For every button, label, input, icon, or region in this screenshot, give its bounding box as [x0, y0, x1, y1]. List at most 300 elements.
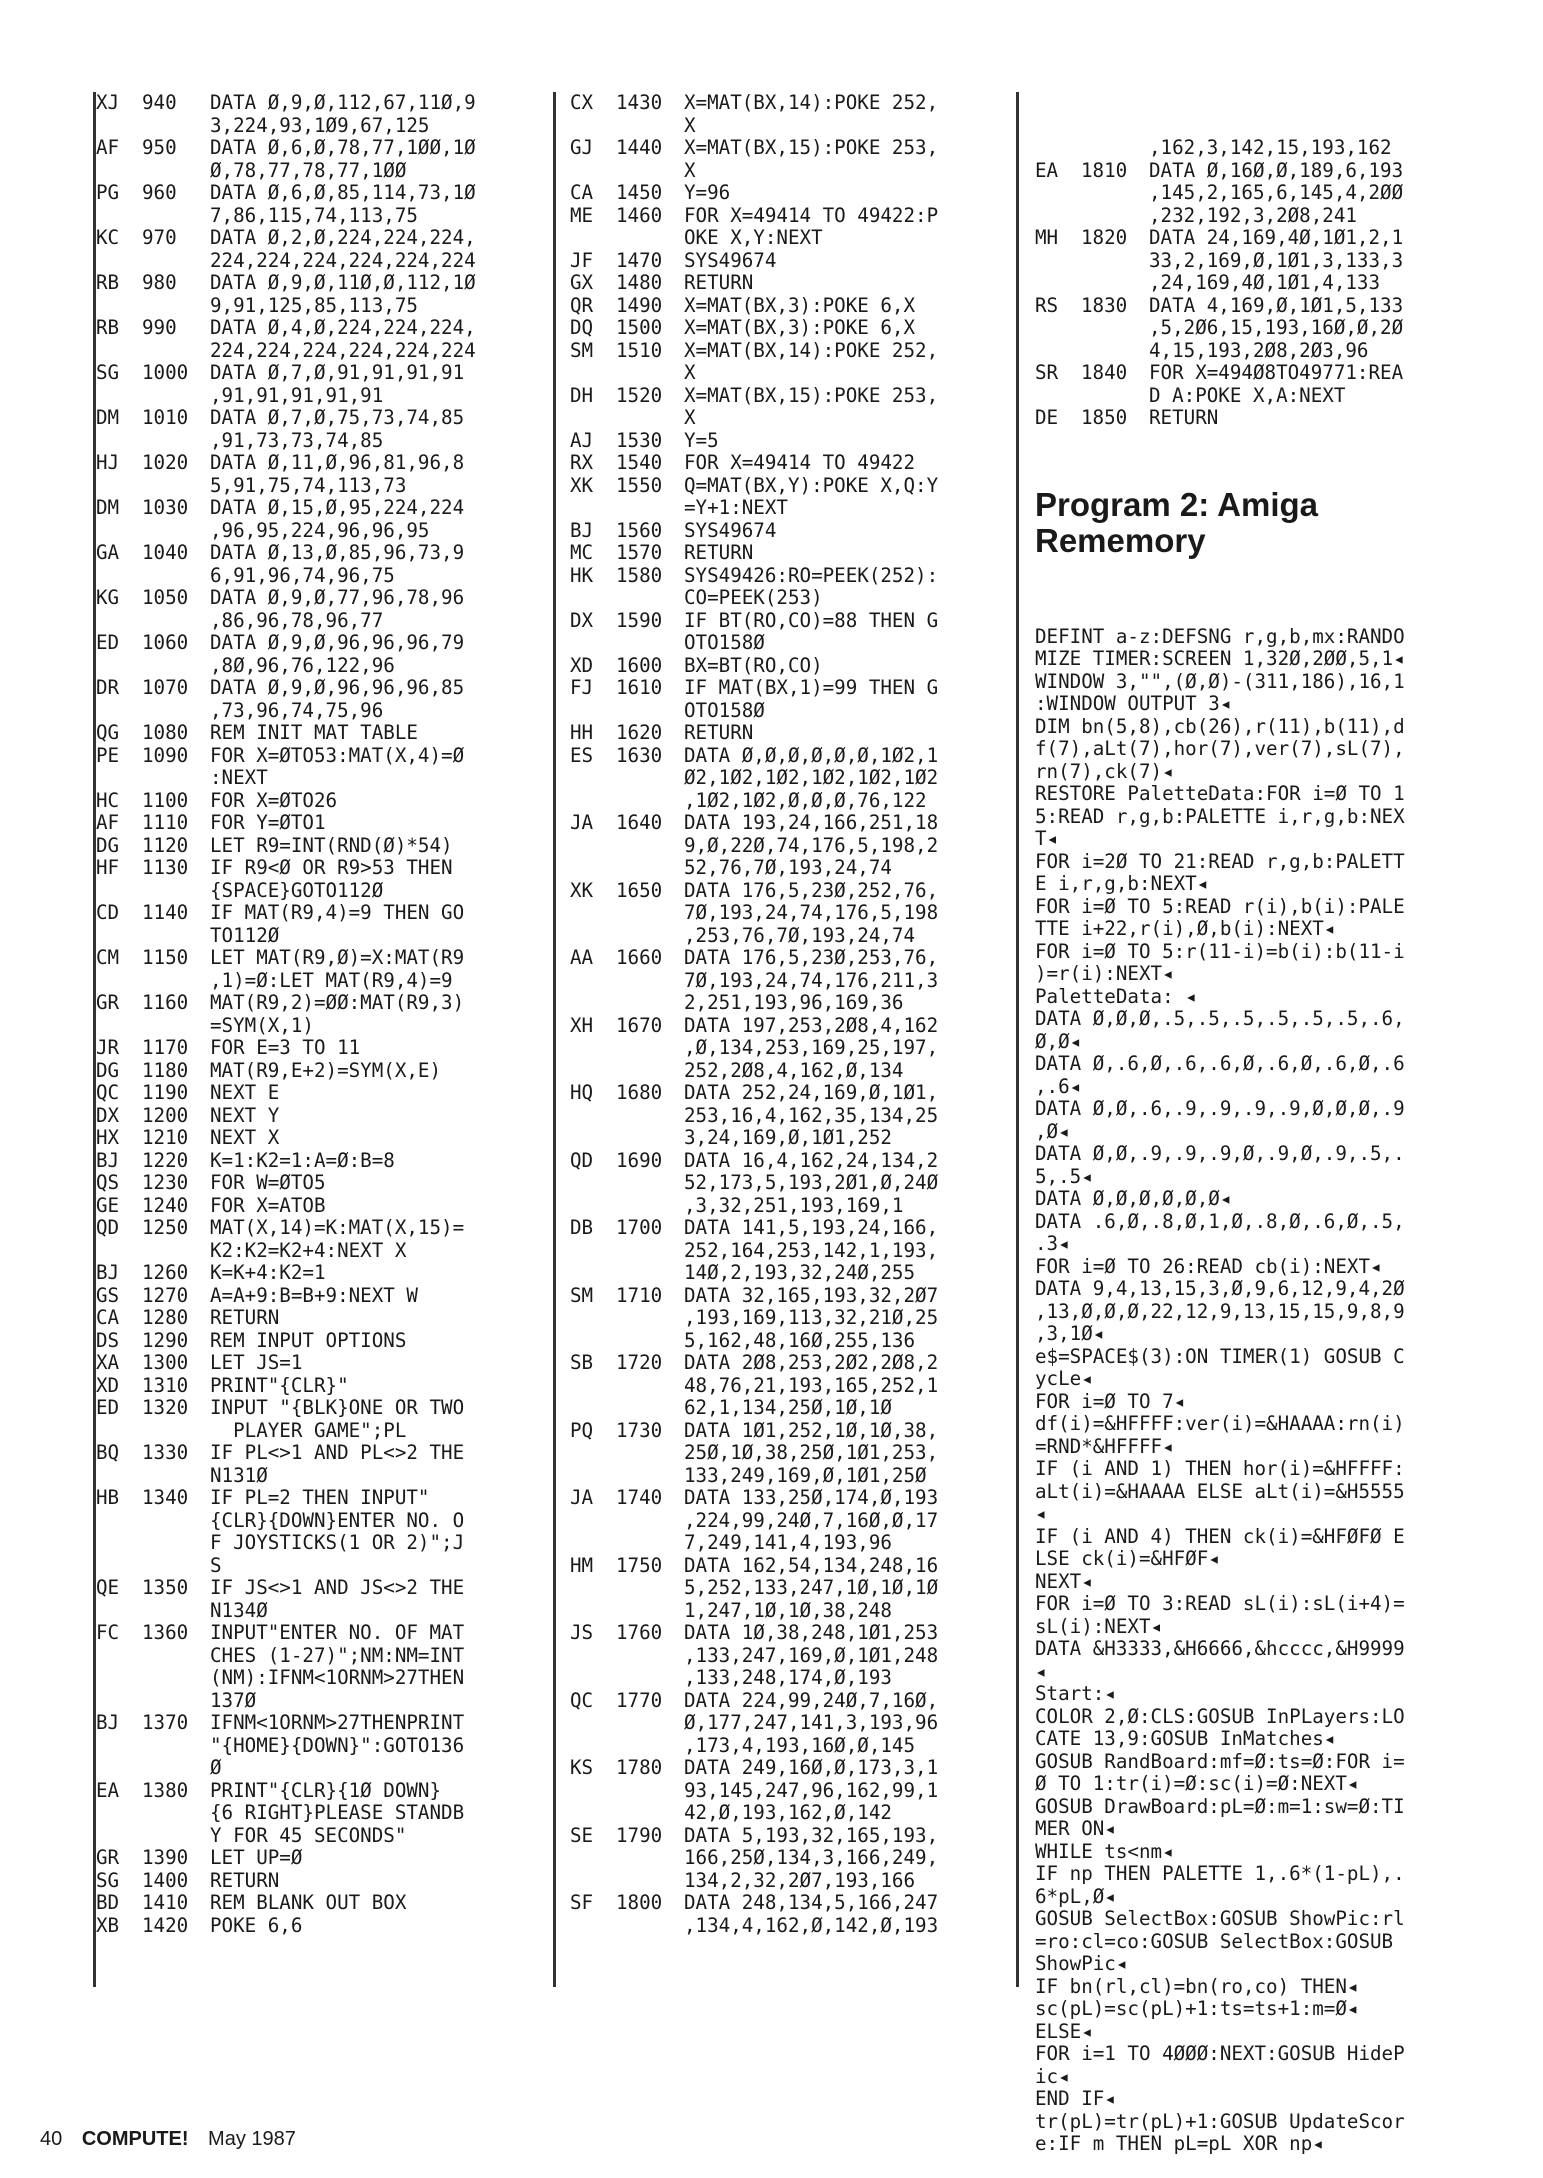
code-segment: X=MAT(BX,3):POKE 6,X: [684, 293, 916, 317]
line-number: 1830: [1081, 293, 1128, 317]
listing-line: [570, 745, 1010, 813]
code-text: [684, 1555, 1010, 1623]
code-text: [684, 1622, 1010, 1690]
code-segment: OTO158Ø: [684, 698, 765, 722]
code-segment: IF R9<Ø OR R9>53 THEN: [210, 856, 453, 879]
line-number: 1800: [616, 1891, 663, 1914]
checksum: KS: [570, 1756, 594, 1779]
column-rule-middle: [553, 92, 556, 1987]
line-number: 1730: [616, 1418, 663, 1442]
code-segment: K2:K2=K2+4:NEXT X: [210, 1238, 407, 1262]
code-text: [210, 632, 546, 677]
code-segment: K=K+4:K2=1: [210, 1261, 326, 1284]
checksum: HJ: [96, 451, 120, 474]
program-2-line: IF (i AND 1) THEN hor(i)=&HFFFF:: [1035, 1457, 1405, 1480]
listing-line: [96, 227, 546, 272]
line-number: 1380: [142, 1778, 189, 1802]
listing-line: [570, 430, 1010, 453]
listing-line: [96, 677, 546, 722]
line-number: 1700: [616, 1216, 663, 1239]
checksum: HC: [96, 788, 120, 812]
code-segment: 9,Ø,22Ø,74,176,5,198,2: [684, 833, 939, 857]
code-segment: LET JS=1: [210, 1351, 303, 1374]
line-number: 1520: [616, 383, 663, 407]
code-segment: ,162,3,142,15,193,162: [1149, 136, 1392, 159]
listing-column-1: [96, 92, 546, 1937]
code-segment: DATA Ø,13,Ø,85,96,73,9: [210, 541, 465, 564]
checksum: DQ: [570, 316, 594, 339]
code-segment: 5,162,48,16Ø,255,136: [684, 1328, 916, 1352]
line-number: 1170: [142, 1036, 189, 1059]
line-number: 1550: [616, 473, 663, 497]
checksum: HX: [96, 1126, 120, 1149]
checksum: XA: [96, 1351, 120, 1374]
code-segment: DATA 224,99,24Ø,7,16Ø,: [684, 1688, 939, 1712]
code-text: [684, 610, 1010, 655]
code-segment: S: [210, 1553, 222, 1577]
code-segment: FOR X=ØTO26: [210, 788, 338, 812]
listing-column-2: [570, 92, 1010, 1937]
code-segment: DATA 176,5,23Ø,252,76,: [684, 878, 939, 902]
code-text: [684, 1825, 1010, 1893]
program-2-line: DEFINT a-z:DEFSNG r,g,b,mx:RANDO: [1035, 624, 1405, 648]
code-segment: REM INPUT OPTIONS: [210, 1328, 407, 1352]
checksum: BJ: [96, 1261, 120, 1284]
checksum: KG: [96, 586, 120, 609]
code-text: [210, 227, 546, 272]
code-segment: ,134,4,162,Ø,142,Ø,193: [684, 1913, 939, 1937]
program-2-line: DATA &H3333,&H6666,&hcccc,&H9999: [1035, 1637, 1405, 1660]
magazine-name: COMPUTE!: [81, 2128, 189, 2150]
checksum: QG: [96, 721, 120, 744]
code-segment: Ø,177,247,141,3,193,96: [684, 1711, 939, 1734]
checksum: GE: [96, 1193, 120, 1217]
code-segment: Y FOR 45 SECONDS": [210, 1823, 407, 1847]
checksum: PE: [96, 743, 120, 767]
line-number: 1770: [616, 1688, 663, 1712]
checksum: GR: [96, 991, 120, 1014]
code-segment: {6 RIGHT}PLEASE STANDB: [210, 1801, 465, 1824]
code-segment: F JOYSTICKS(1 OR 2)";J: [210, 1531, 465, 1554]
program-2-line: ic◂: [1035, 2064, 1070, 2088]
listing-line: [570, 880, 1010, 948]
code-segment: N134Ø: [210, 1598, 268, 1622]
code-segment: DATA 133,25Ø,174,Ø,193: [684, 1486, 939, 1509]
code-segment: 5,252,133,247,1Ø,1Ø,1Ø: [684, 1576, 939, 1599]
code-text: [210, 1150, 546, 1173]
program-2-line: END IF◂: [1035, 2087, 1116, 2110]
code-segment: FOR E=3 TO 11: [210, 1036, 361, 1059]
listing-line: [570, 722, 1010, 745]
code-segment: Q=MAT(BX,Y):POKE X,Q:Y: [684, 473, 939, 497]
listing-line: [570, 340, 1010, 385]
checksum: HB: [96, 1486, 120, 1509]
code-segment: 7,86,115,74,113,75: [210, 203, 418, 227]
listing-line: [570, 1015, 1010, 1083]
code-segment: N131Ø: [210, 1463, 268, 1487]
line-number: 1370: [142, 1711, 189, 1734]
listing-line: [1035, 227, 1475, 295]
code-segment: 253,16,4,162,35,134,25: [684, 1103, 939, 1127]
line-number: 1270: [142, 1283, 189, 1307]
program-2-line: TTE i+22,r(i),Ø,b(i):NEXT◂: [1035, 917, 1336, 940]
line-number: 1340: [142, 1486, 189, 1509]
code-segment: RETURN: [684, 271, 754, 294]
listing-line: [1035, 407, 1475, 430]
listing-line: [96, 1622, 546, 1712]
listing-line: [96, 1217, 546, 1262]
code-segment: :NEXT: [210, 766, 268, 789]
listing-line: [96, 362, 546, 407]
page-number: 40: [40, 2128, 63, 2150]
program-2-line: FOR i=2Ø TO 21:READ r,g,b:PALETT: [1035, 849, 1405, 873]
line-number: 980: [142, 271, 177, 294]
listing-line: [96, 722, 546, 745]
code-segment: ,91,91,91,91,91: [210, 383, 384, 407]
code-segment: RETURN: [210, 1306, 280, 1329]
listing-line: [96, 745, 546, 790]
listing-line: [570, 677, 1010, 722]
checksum: SG: [96, 361, 120, 384]
line-number: 1500: [616, 316, 663, 339]
code-segment: REM BLANK OUT BOX: [210, 1891, 407, 1914]
code-text: [684, 1217, 1010, 1285]
code-segment: 133,249,169,Ø,1Ø1,25Ø: [684, 1463, 927, 1487]
code-segment: TO112Ø: [210, 923, 280, 947]
code-text: [684, 1757, 1010, 1825]
code-segment: DATA Ø,9,Ø,96,96,96,85: [210, 676, 465, 699]
listing-line: [570, 205, 1010, 250]
code-segment: FOR X=49414 TO 49422:P: [684, 203, 939, 227]
code-segment: DATA Ø,9,Ø,77,96,78,96: [210, 586, 465, 609]
code-segment: X: [684, 406, 696, 429]
code-text: [684, 1892, 1010, 1937]
code-segment: RETURN: [210, 1868, 280, 1892]
program-2-line: RESTORE PaletteData:FOR i=Ø TO 1: [1035, 782, 1405, 805]
checksum: DE: [1035, 406, 1059, 429]
checksum: BJ: [570, 518, 594, 542]
listing-line: [1035, 137, 1475, 160]
code-segment: =Y+1:NEXT: [684, 496, 788, 519]
line-number: 1000: [142, 361, 189, 384]
code-segment: SYS49426:RO=PEEK(252):: [684, 563, 939, 587]
listing-line: [570, 655, 1010, 678]
code-text: [684, 565, 1010, 610]
code-segment: ,133,248,174,Ø,193: [684, 1666, 892, 1689]
program-2-line: ,.6◂: [1035, 1074, 1082, 1098]
checksum: ES: [570, 743, 594, 767]
listing-line: [96, 1780, 546, 1848]
program-2-line: FOR i=Ø TO 7◂: [1035, 1389, 1186, 1413]
code-segment: X: [684, 158, 696, 182]
listing-line: [96, 1060, 546, 1083]
checksum: BJ: [96, 1148, 120, 1172]
code-text: [684, 182, 1010, 205]
code-text: [210, 1217, 546, 1262]
code-segment: 7Ø,193,24,74,176,5,198: [684, 901, 939, 924]
code-text: [210, 1442, 546, 1487]
checksum: GR: [96, 1846, 120, 1869]
code-segment: CO=PEEK(253): [684, 586, 823, 609]
code-segment: OTO158Ø: [684, 631, 765, 654]
code-text: [210, 1870, 546, 1893]
listing-line: [570, 295, 1010, 318]
checksum: FC: [96, 1621, 120, 1644]
program-2-line: E i,r,g,b:NEXT◂: [1035, 872, 1209, 895]
line-number: 1160: [142, 991, 189, 1014]
listing-line: [96, 1262, 546, 1285]
line-number: 1690: [616, 1148, 663, 1172]
program-2-line: .3◂: [1035, 1232, 1070, 1255]
program-2-line: T◂: [1035, 827, 1059, 850]
code-text: [684, 1420, 1010, 1488]
checksum: JF: [570, 248, 594, 272]
code-text: [210, 992, 546, 1037]
listing-line: [96, 452, 546, 497]
code-segment: 62,1,134,25Ø,1Ø,1Ø: [684, 1396, 892, 1419]
listing-line: [96, 1285, 546, 1308]
code-segment: DATA Ø,9,Ø,96,96,96,79: [210, 631, 465, 654]
checksum: AJ: [570, 428, 594, 452]
listing-line: [96, 1195, 546, 1218]
code-segment: DATA 248,134,5,166,247: [684, 1891, 939, 1914]
line-number: 1410: [142, 1891, 189, 1914]
code-segment: 3,24,169,Ø,1Ø1,252: [684, 1126, 892, 1149]
line-number: 1230: [142, 1171, 189, 1194]
program-2-line: ◂: [1035, 1659, 1047, 1683]
code-segment: ,Ø,134,253,169,25,197,: [684, 1036, 939, 1059]
code-segment: SYS49674: [684, 518, 777, 542]
code-text: [1149, 295, 1475, 363]
code-text: [1149, 407, 1475, 430]
line-number: 1050: [142, 586, 189, 609]
code-text: [210, 1847, 546, 1870]
checksum: SG: [96, 1868, 120, 1892]
line-number: 1720: [616, 1351, 663, 1374]
listing-line: [96, 902, 546, 947]
code-segment: DATA 176,5,23Ø,253,76,: [684, 946, 939, 969]
line-number: 1180: [142, 1058, 189, 1082]
code-segment: {SPACE}GOTO112Ø: [210, 878, 384, 902]
listing-line: [1035, 295, 1475, 363]
code-segment: 5,91,75,74,113,73: [210, 473, 407, 497]
code-text: [1149, 137, 1475, 160]
line-number: 950: [142, 136, 177, 159]
checksum: QD: [96, 1216, 120, 1239]
code-text: [684, 1690, 1010, 1758]
code-segment: NEXT Y: [210, 1103, 280, 1127]
code-text: [210, 1352, 546, 1375]
line-number: 1460: [616, 203, 663, 227]
listing-line: [96, 790, 546, 813]
listing-line: [96, 1892, 546, 1915]
program-2-line: ,Ø◂: [1035, 1119, 1070, 1143]
program-2-line: DATA Ø,Ø,Ø,Ø,Ø,Ø◂: [1035, 1187, 1232, 1210]
program-2-line: sL(i):NEXT◂: [1035, 1614, 1163, 1638]
line-number: 960: [142, 181, 177, 204]
program-2-line: e$=SPACE$(3):ON TIMER(1) GOSUB C: [1035, 1344, 1405, 1368]
code-segment: IFNM<1ORNM>27THENPRINT: [210, 1711, 465, 1734]
checksum: RB: [96, 271, 120, 294]
listing-line: [96, 1712, 546, 1780]
listing-line: [96, 992, 546, 1037]
code-segment: 7Ø,193,24,74,176,211,3: [684, 968, 939, 992]
code-segment: DATA 5,193,32,165,193,: [684, 1823, 939, 1847]
code-segment: RETURN: [684, 721, 754, 744]
code-segment: DATA 1Ø,38,248,1Ø1,253: [684, 1621, 939, 1644]
code-segment: LET UP=Ø: [210, 1846, 303, 1869]
code-segment: MAT(X,14)=K:MAT(X,15)=: [210, 1216, 465, 1239]
listing-line: [96, 542, 546, 587]
program-2-line: FOR i=1 TO 4ØØØ:NEXT:GOSUB HideP: [1035, 2042, 1405, 2065]
code-segment: DATA Ø,11,Ø,96,81,96,8: [210, 451, 465, 474]
code-segment: PLAYER GAME";PL: [210, 1418, 407, 1442]
line-number: 1680: [616, 1081, 663, 1104]
code-segment: X: [684, 361, 696, 384]
code-text: [684, 677, 1010, 722]
code-segment: POKE 6,6: [210, 1913, 303, 1937]
checksum: XK: [570, 878, 594, 902]
checksum: CA: [570, 181, 594, 204]
program-2-line: DATA Ø,Ø,Ø,.5,.5,.5,.5,.5,.5,.6,: [1035, 1007, 1405, 1030]
line-number: 940: [142, 91, 177, 114]
code-segment: INPUT "{BLK}ONE OR TWO: [210, 1396, 465, 1419]
checksum: XB: [96, 1913, 120, 1937]
listing-line: [570, 317, 1010, 340]
code-text: [684, 92, 1010, 137]
listing-line: [96, 272, 546, 317]
checksum: BJ: [96, 1711, 120, 1734]
program-2-line: 5,.5◂: [1035, 1164, 1093, 1188]
code-segment: 42,Ø,193,162,Ø,142: [684, 1801, 892, 1824]
line-number: 1200: [142, 1103, 189, 1127]
listing-line: [96, 1127, 546, 1150]
line-number: 1290: [142, 1328, 189, 1352]
listing-line: [570, 1555, 1010, 1623]
program-2-line: IF bn(rl,cl)=bn(ro,co) THEN◂: [1035, 1974, 1359, 1998]
program-2-line: DIM bn(5,8),cb(26),r(11),b(11),d: [1035, 714, 1405, 738]
checksum: CM: [96, 946, 120, 969]
program-2-line: aLt(i)=&HAAAA ELSE aLt(i)=&H5555: [1035, 1479, 1405, 1503]
page-footer: [40, 2128, 296, 2151]
code-segment: 4,15,193,2Ø8,2Ø3,96: [1149, 338, 1369, 362]
listing-line: [1035, 362, 1475, 407]
line-number: 1020: [142, 451, 189, 474]
checksum: BQ: [96, 1441, 120, 1464]
program-2-line: FOR i=Ø TO 5:READ r(i),b(i):PALE: [1035, 894, 1405, 918]
code-segment: ,145,2,165,6,145,4,2ØØ: [1149, 181, 1404, 204]
code-segment: DATA Ø,9,Ø,11Ø,Ø,112,1Ø: [210, 271, 476, 294]
listing-line: [570, 520, 1010, 543]
code-text: [210, 1060, 546, 1083]
code-text: [210, 272, 546, 317]
listing-line: [570, 1757, 1010, 1825]
program-2-line: sc(pL)=sc(pL)+1:ts=ts+1:m=Ø◂: [1035, 1997, 1359, 2020]
code-segment: LET MAT(R9,Ø)=X:MAT(R9: [210, 946, 465, 969]
listing-line: [96, 182, 546, 227]
code-text: [210, 587, 546, 632]
code-segment: ,96,95,224,96,96,95: [210, 518, 430, 542]
code-segment: RETURN: [684, 541, 754, 564]
line-number: 1670: [616, 1013, 663, 1037]
program-2-line: GOSUB SelectBox:GOSUB ShowPic:rl: [1035, 1907, 1405, 1930]
listing-line: [96, 137, 546, 182]
checksum: DS: [96, 1328, 120, 1352]
code-segment: 224,224,224,224,224,224: [210, 248, 476, 272]
listing-line: [1035, 160, 1475, 228]
program-2-line: 5:READ r,g,b:PALETTE i,r,g,b:NEX: [1035, 804, 1405, 828]
line-number: 1630: [616, 743, 663, 767]
line-number: 1350: [142, 1576, 189, 1599]
program-2-line: MER ON◂: [1035, 1817, 1116, 1840]
program-2-line: NEXT◂: [1035, 1569, 1093, 1593]
checksum: RB: [96, 316, 120, 339]
code-text: [684, 880, 1010, 948]
code-segment: FOR X=494Ø8TO49771:REA: [1149, 361, 1404, 384]
program-2-line: FOR i=Ø TO 5:r(11-i)=b(i):b(11-i: [1035, 939, 1405, 963]
checksum: XH: [570, 1013, 594, 1037]
checksum: SM: [570, 338, 594, 362]
program-2-line: GOSUB DrawBoard:pL=Ø:m=1:sw=Ø:TI: [1035, 1794, 1405, 1818]
checksum: AA: [570, 946, 594, 969]
listing-column-3: [1035, 92, 1475, 2178]
code-segment: SYS49674: [684, 248, 777, 272]
listing-line: [570, 1825, 1010, 1893]
code-text: [210, 497, 546, 542]
code-segment: DATA 24,169,4Ø,1Ø1,2,1: [1149, 226, 1404, 249]
line-number: 1210: [142, 1126, 189, 1149]
checksum: DM: [96, 496, 120, 519]
code-segment: FOR W=ØTO5: [210, 1171, 326, 1194]
listing-column-3-top: [1035, 137, 1475, 430]
code-segment: X=MAT(BX,15):POKE 253,: [684, 136, 939, 159]
program-2-line: PaletteData: ◂: [1035, 984, 1197, 1008]
program-2-line: DATA 9,4,13,15,3,Ø,9,6,12,9,4,2Ø: [1035, 1277, 1405, 1300]
line-number: 1810: [1081, 158, 1128, 182]
checksum: PG: [96, 181, 120, 204]
code-segment: FOR Y=ØTO1: [210, 811, 326, 834]
checksum: HK: [570, 563, 594, 587]
code-text: [210, 137, 546, 182]
code-text: [684, 317, 1010, 340]
checksum: RX: [570, 451, 594, 474]
line-number: 1610: [616, 676, 663, 699]
checksum: JA: [570, 1486, 594, 1509]
checksum: XD: [96, 1373, 120, 1397]
code-segment: 252,2Ø8,4,162,Ø,134: [684, 1058, 904, 1082]
code-segment: 6,91,96,74,96,75: [210, 563, 395, 587]
checksum: FJ: [570, 676, 594, 699]
code-segment: ,253,76,7Ø,193,24,74: [684, 923, 916, 947]
listing-line: [96, 947, 546, 992]
line-number: 1530: [616, 428, 663, 452]
code-text: [1149, 227, 1475, 295]
checksum: DR: [96, 676, 120, 699]
program-2-line: ycLe◂: [1035, 1367, 1093, 1390]
code-text: [210, 542, 546, 587]
listing-line: [96, 92, 546, 137]
program-2-line: ShowPic◂: [1035, 1952, 1128, 1975]
code-segment: ,91,73,73,74,85: [210, 428, 384, 452]
line-number: 1320: [142, 1396, 189, 1419]
code-segment: 134,2,32,2Ø7,193,166: [684, 1868, 916, 1892]
listing-line: [570, 475, 1010, 520]
program-2-line: =ro:cl=co:GOSUB SelectBox:GOSUB: [1035, 1929, 1394, 1953]
code-text: [210, 1285, 546, 1308]
listing-line: [570, 1082, 1010, 1150]
program-2-line: Ø TO 1:tr(i)=Ø:sc(i)=Ø:NEXT◂: [1035, 1772, 1359, 1795]
code-text: [210, 1375, 546, 1398]
